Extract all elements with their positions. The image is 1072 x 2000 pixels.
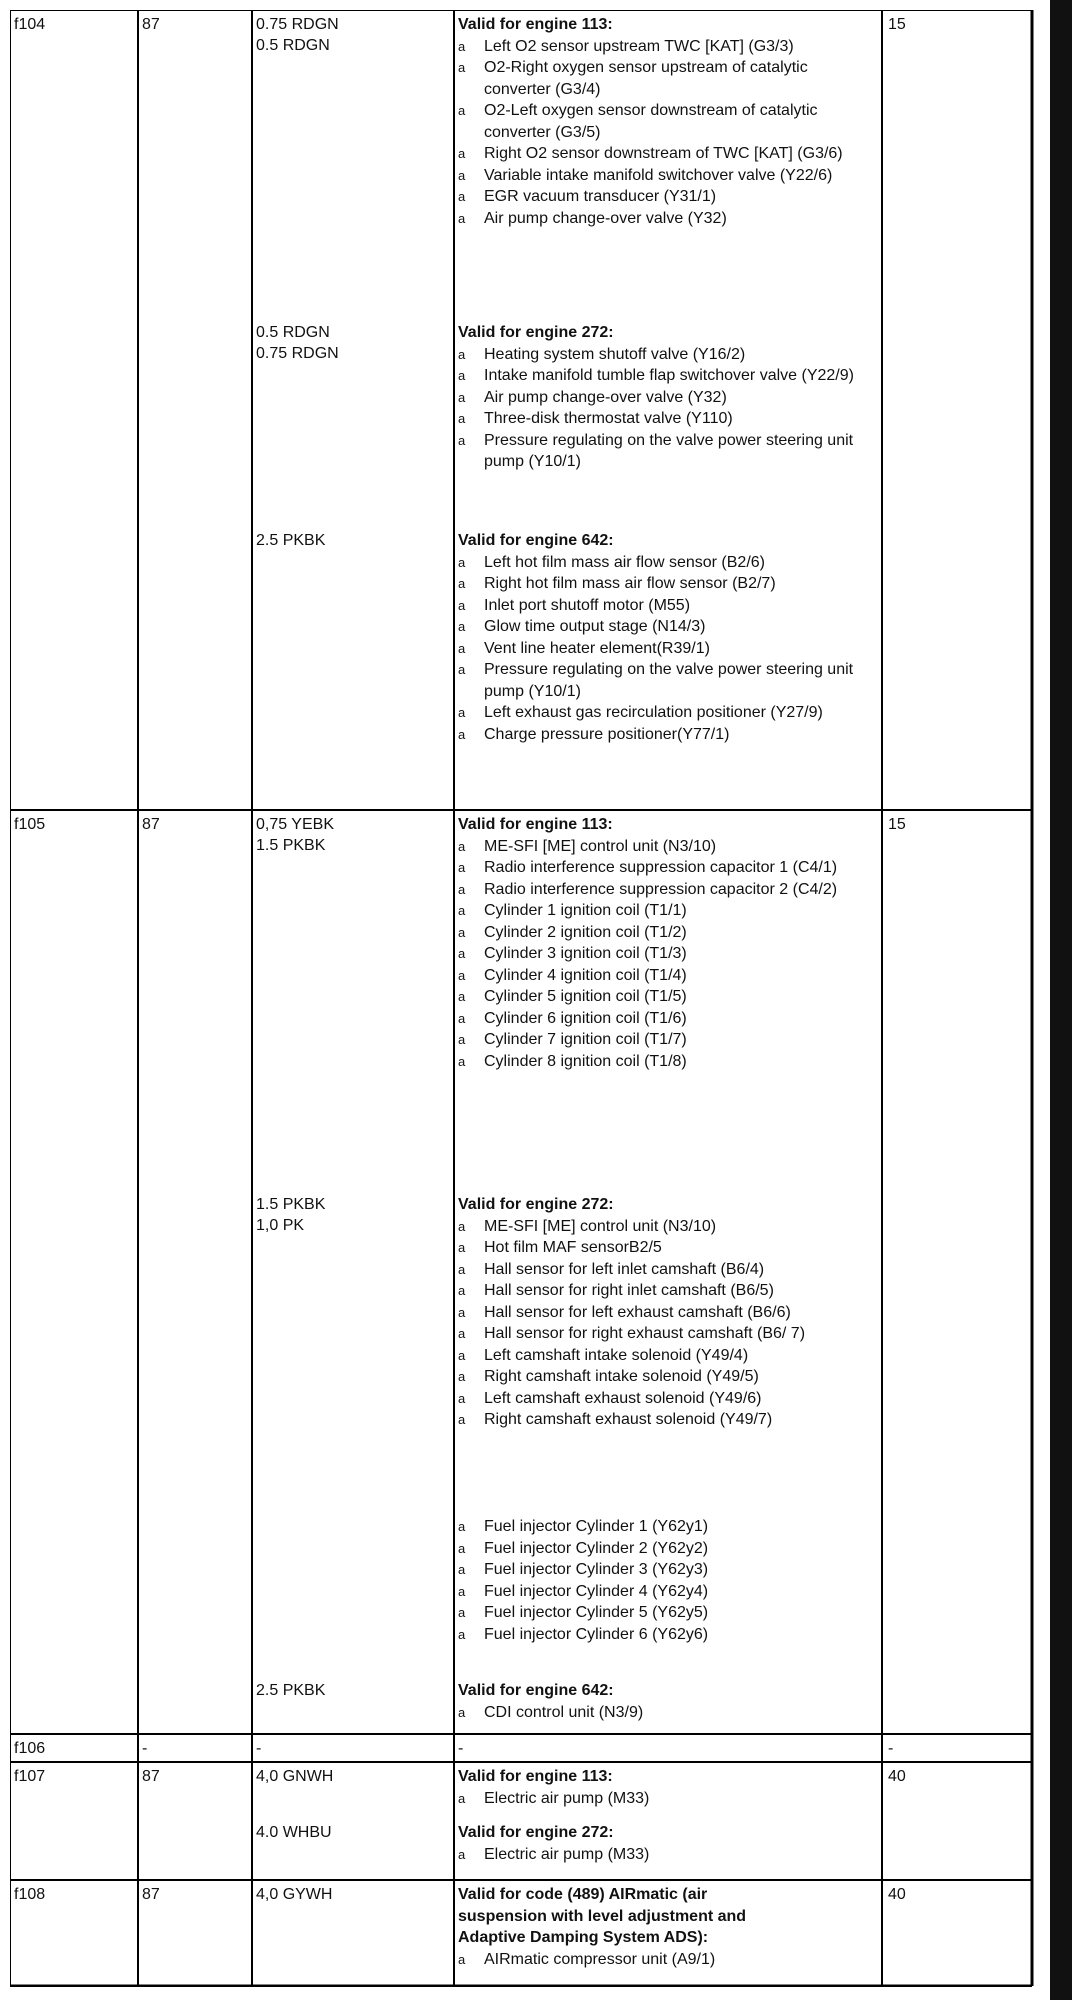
- list-item: [458, 879, 878, 901]
- cell-rating-f106: -: [888, 1740, 894, 1757]
- cell-terminal-f107: 87: [142, 1768, 160, 1785]
- component-text: Charge pressure positioner(Y77/1): [484, 725, 730, 743]
- cell-terminal-f106: -: [142, 1740, 148, 1757]
- component-text: O2-Right oxygen sensor upstream of catalytic converter (G3/4): [484, 59, 808, 98]
- list-item: [458, 208, 878, 230]
- bullet-marker: a: [458, 103, 466, 118]
- fuse-table: [10, 10, 1034, 1987]
- list-item: [458, 836, 878, 858]
- cell-fuse-f108: f108: [14, 1886, 46, 1903]
- bullet-marker: a: [458, 989, 466, 1004]
- engine-validity-header: Valid for code (489) AIRmatic (air suspension with level adjustment and Adaptive Damping System ADS):: [458, 1886, 747, 1946]
- list-item: [458, 965, 878, 987]
- bullet-marker: a: [458, 1583, 466, 1599]
- component-text: Left exhaust gas recirculation positioner (Y27/9): [484, 704, 823, 721]
- bullet-marker: a: [458, 1846, 466, 1862]
- list-item: [458, 922, 878, 944]
- bullet-marker: a: [458, 1704, 466, 1720]
- bullet-marker: a: [458, 903, 466, 918]
- list-item: [458, 36, 878, 58]
- list-item: [458, 1008, 878, 1030]
- wire-value: 0.5 RDGN: [256, 324, 330, 341]
- cell-rating-f105: 15: [888, 816, 906, 833]
- bullet-marker: a: [458, 389, 466, 405]
- bullet-marker: a: [458, 1412, 466, 1427]
- list-item: [458, 143, 878, 165]
- list-item: [458, 408, 878, 430]
- component-text: Left camshaft exhaust solenoid (Y49/6): [484, 1389, 762, 1407]
- component-text: Left camshaft intake solenoid (Y49/4): [484, 1346, 749, 1364]
- bullet-marker: a: [458, 1010, 466, 1026]
- engine-validity-header: Valid for engine 113:: [458, 16, 613, 33]
- list-item: [458, 1602, 878, 1624]
- component-text: Air pump change-over valve (Y32): [484, 209, 727, 227]
- component-text: EGR vacuum transducer (Y31/1): [484, 188, 717, 205]
- list-item: [458, 1029, 878, 1051]
- wire-group: [256, 322, 339, 364]
- bullet-marker: a: [458, 167, 466, 183]
- bullet-marker: a: [458, 1519, 466, 1534]
- bullet-marker: a: [458, 411, 466, 426]
- bullet-marker: a: [458, 1390, 466, 1406]
- component-text: Cylinder 1 ignition coil (T1/1): [484, 902, 687, 919]
- list-item: [458, 943, 878, 965]
- bullet-marker: a: [458, 726, 466, 742]
- desc-group: [458, 1680, 878, 1723]
- list-item: [458, 659, 878, 702]
- list-item: [458, 986, 878, 1008]
- bullet-marker: a: [458, 576, 466, 591]
- desc-group: [458, 1822, 878, 1865]
- bullet-marker: a: [458, 1626, 466, 1642]
- list-item: [458, 1237, 878, 1259]
- cell-rating-f107: 40: [888, 1768, 906, 1785]
- component-text: Left hot film mass air flow sensor (B2/6): [484, 553, 765, 571]
- list-item: [458, 573, 878, 595]
- component-text: Radio interference suppression capacitor 1 (C4/1): [484, 859, 838, 876]
- bullet-marker: a: [458, 189, 466, 204]
- wire-value: 0.75 RDGN: [256, 345, 339, 362]
- component-text: Right camshaft intake solenoid (Y49/5): [484, 1368, 759, 1385]
- list-item: [458, 387, 878, 409]
- list-item: [458, 1216, 878, 1238]
- bullet-marker: a: [458, 38, 466, 54]
- bullet-marker: a: [458, 860, 466, 875]
- wire-value: 4,0 GNWH: [256, 1768, 334, 1785]
- wire-group: [256, 1766, 333, 1787]
- wire-value: 0.75 RDGN: [256, 16, 339, 33]
- list-item: [458, 616, 878, 638]
- list-item: [458, 702, 878, 724]
- list-item: [458, 1388, 878, 1410]
- cell-desc-f106: -: [458, 1740, 464, 1757]
- desc-group: [458, 1766, 878, 1809]
- engine-validity-header: Valid for engine 272:: [458, 1824, 614, 1841]
- bullet-marker: a: [458, 1283, 466, 1298]
- component-text: Cylinder 8 ignition coil (T1/8): [484, 1052, 687, 1070]
- bullet-marker: a: [458, 1326, 466, 1341]
- bullet-marker: a: [458, 967, 466, 983]
- component-text: Three-disk thermostat valve (Y110): [484, 410, 733, 427]
- bullet-marker: a: [458, 1951, 466, 1967]
- list-item: [458, 365, 878, 387]
- list-item: [458, 1366, 878, 1388]
- list-item: [458, 1345, 878, 1367]
- cell-rating-f104: 15: [888, 16, 906, 33]
- list-item: [458, 1581, 878, 1603]
- bullet-marker: a: [458, 1369, 466, 1384]
- list-item: [458, 857, 878, 879]
- cell-fuse-f107: f107: [14, 1768, 46, 1785]
- component-text: Cylinder 5 ignition coil (T1/5): [484, 988, 687, 1005]
- component-text: Cylinder 4 ignition coil (T1/4): [484, 966, 687, 984]
- component-text: Fuel injector Cylinder 2 (Y62y2): [484, 1539, 709, 1557]
- list-item: [458, 724, 878, 746]
- list-item: [458, 595, 878, 617]
- component-text: Fuel injector Cylinder 4 (Y62y4): [484, 1582, 709, 1600]
- bullet-marker: a: [458, 924, 466, 940]
- component-text: Right O2 sensor downstream of TWC [KAT] (G3/6): [484, 145, 843, 162]
- bullet-marker: a: [458, 146, 466, 161]
- bullet-marker: a: [458, 1261, 466, 1277]
- bullet-marker: a: [458, 597, 466, 613]
- engine-validity-header: Valid for engine 272:: [458, 1196, 614, 1213]
- list-item: [458, 1302, 878, 1324]
- wire-group: [256, 1822, 332, 1843]
- cell-fuse-f104: f104: [14, 16, 46, 33]
- component-text: CDI control unit (N3/9): [484, 1703, 644, 1721]
- wire-value: 1.5 PKBK: [256, 837, 326, 854]
- engine-validity-header: Valid for engine 113:: [458, 1768, 613, 1785]
- component-text: Fuel injector Cylinder 1 (Y62y1): [484, 1518, 709, 1535]
- component-text: Right hot film mass air flow sensor (B2/7): [484, 575, 776, 592]
- component-text: Vent line heater element(R39/1): [484, 639, 710, 657]
- engine-validity-header: Valid for engine 642:: [458, 1682, 614, 1699]
- cell-wire-f106: -: [256, 1740, 262, 1757]
- desc-group: [458, 1516, 878, 1645]
- list-item: [458, 1280, 878, 1302]
- bullet-marker: a: [458, 1032, 466, 1047]
- component-text: Cylinder 2 ignition coil (T1/2): [484, 923, 687, 941]
- component-text: Electric air pump (M33): [484, 1789, 650, 1807]
- bullet-marker: a: [458, 705, 466, 720]
- bullet-marker: a: [458, 210, 466, 226]
- list-item: [458, 1844, 878, 1866]
- list-item: [458, 1624, 878, 1646]
- component-text: ME-SFI [ME] control unit (N3/10): [484, 837, 717, 855]
- component-text: Cylinder 7 ignition coil (T1/7): [484, 1031, 687, 1048]
- desc-group: [458, 1884, 788, 1970]
- component-text: Pressure regulating on the valve power steering unit pump (Y10/1): [484, 431, 854, 470]
- wire-group: [256, 1884, 332, 1905]
- desc-group: [458, 14, 878, 229]
- component-text: Cylinder 6 ignition coil (T1/6): [484, 1009, 687, 1027]
- component-text: Hall sensor for left exhaust camshaft (B6/6): [484, 1303, 791, 1321]
- wire-value: 4,0 GYWH: [256, 1886, 333, 1903]
- component-text: Heating system shutoff valve (Y16/2): [484, 345, 746, 363]
- component-text: Right camshaft exhaust solenoid (Y49/7): [484, 1411, 773, 1428]
- list-item: [458, 1788, 878, 1810]
- bullet-marker: a: [458, 1605, 466, 1620]
- list-item: [458, 1259, 878, 1281]
- list-item: [458, 430, 878, 473]
- component-text: Radio interference suppression capacitor 2 (C4/2): [484, 880, 838, 898]
- list-item: [458, 1538, 878, 1560]
- component-text: Hall sensor for left inlet camshaft (B6/4): [484, 1260, 765, 1278]
- component-text: Variable intake manifold switchover valve (Y22/6): [484, 166, 833, 184]
- list-item: [458, 1516, 878, 1538]
- cell-terminal-f104: 87: [142, 16, 160, 33]
- component-text: Fuel injector Cylinder 5 (Y62y5): [484, 1604, 709, 1621]
- list-item: [458, 186, 878, 208]
- wire-value: 4.0 WHBU: [256, 1824, 332, 1841]
- list-item: [458, 638, 878, 660]
- cell-terminal-f108: 87: [142, 1886, 160, 1903]
- bullet-marker: a: [458, 554, 466, 570]
- desc-group: [458, 1194, 878, 1431]
- wire-value: 1,0 PK: [256, 1217, 305, 1234]
- bullet-marker: a: [458, 662, 466, 677]
- component-text: Fuel injector Cylinder 6 (Y62y6): [484, 1625, 709, 1643]
- bullet-marker: a: [458, 368, 466, 383]
- bullet-marker: a: [458, 838, 466, 854]
- bullet-marker: a: [458, 1540, 466, 1556]
- wire-group: [256, 1194, 325, 1236]
- list-item: [458, 1559, 878, 1581]
- list-item: [458, 1323, 878, 1345]
- wire-value: 2.5 PKBK: [256, 532, 326, 549]
- list-item: [458, 100, 878, 143]
- desc-group: [458, 814, 878, 1072]
- bullet-marker: a: [458, 1790, 466, 1806]
- component-text: Pressure regulating on the valve power steering unit pump (Y10/1): [484, 661, 854, 700]
- component-text: Hot film MAF sensorB2/5: [484, 1239, 662, 1256]
- list-item: [458, 165, 878, 187]
- component-text: Air pump change-over valve (Y32): [484, 388, 727, 406]
- wire-group: [256, 1680, 325, 1701]
- wire-value: 2.5 PKBK: [256, 1682, 326, 1699]
- list-item: [458, 344, 878, 366]
- bullet-marker: a: [458, 432, 466, 448]
- list-item: [458, 1051, 878, 1073]
- bullet-marker: a: [458, 640, 466, 656]
- dark-side-bar: [1050, 0, 1072, 2000]
- cell-fuse-f105: f105: [14, 816, 46, 833]
- bullet-marker: a: [458, 946, 466, 961]
- engine-validity-header: Valid for engine 113:: [458, 816, 613, 833]
- list-item: [458, 900, 878, 922]
- wire-value: 0,75 YEBK: [256, 816, 334, 833]
- component-text: Intake manifold tumble flap switchover valve (Y22/9): [484, 367, 854, 384]
- component-text: Cylinder 3 ignition coil (T1/3): [484, 945, 687, 962]
- list-item: [458, 552, 878, 574]
- bullet-marker: a: [458, 1562, 466, 1577]
- list-item: [458, 57, 878, 100]
- bullet-marker: a: [458, 619, 466, 634]
- bullet-marker: a: [458, 1304, 466, 1320]
- bullet-marker: a: [458, 1053, 466, 1069]
- component-text: O2-Left oxygen sensor downstream of catalytic converter (G3/5): [484, 102, 818, 141]
- wire-value: 0.5 RDGN: [256, 37, 330, 54]
- wire-value: 1.5 PKBK: [256, 1196, 326, 1213]
- wire-group: [256, 14, 339, 56]
- list-item: [458, 1409, 878, 1431]
- bullet-marker: a: [458, 346, 466, 362]
- bullet-marker: a: [458, 1218, 466, 1234]
- bullet-marker: a: [458, 1347, 466, 1363]
- bullet-marker: a: [458, 60, 466, 75]
- cell-terminal-f105: 87: [142, 816, 160, 833]
- engine-validity-header: Valid for engine 642:: [458, 532, 614, 549]
- component-text: Hall sensor for right exhaust camshaft (B6/ 7): [484, 1325, 806, 1342]
- cell-rating-f108: 40: [888, 1886, 906, 1903]
- wire-group: [256, 814, 334, 856]
- component-text: Electric air pump (M33): [484, 1845, 650, 1863]
- wire-group: [256, 530, 325, 551]
- component-text: Inlet port shutoff motor (M55): [484, 596, 691, 614]
- desc-group: [458, 530, 878, 745]
- list-item: [458, 1949, 788, 1971]
- list-item: [458, 1702, 878, 1724]
- desc-group: [458, 322, 878, 473]
- component-text: Fuel injector Cylinder 3 (Y62y3): [484, 1561, 709, 1578]
- cell-fuse-f106: f106: [14, 1740, 46, 1757]
- engine-validity-header: Valid for engine 272:: [458, 324, 614, 341]
- component-text: Glow time output stage (N14/3): [484, 618, 706, 635]
- bullet-marker: a: [458, 881, 466, 897]
- component-text: Left O2 sensor upstream TWC [KAT] (G3/3): [484, 37, 794, 55]
- bullet-marker: a: [458, 1240, 466, 1255]
- component-text: Hall sensor for right inlet camshaft (B6/5): [484, 1282, 774, 1299]
- component-text: AIRmatic compressor unit (A9/1): [484, 1950, 716, 1968]
- component-text: ME-SFI [ME] control unit (N3/10): [484, 1217, 717, 1235]
